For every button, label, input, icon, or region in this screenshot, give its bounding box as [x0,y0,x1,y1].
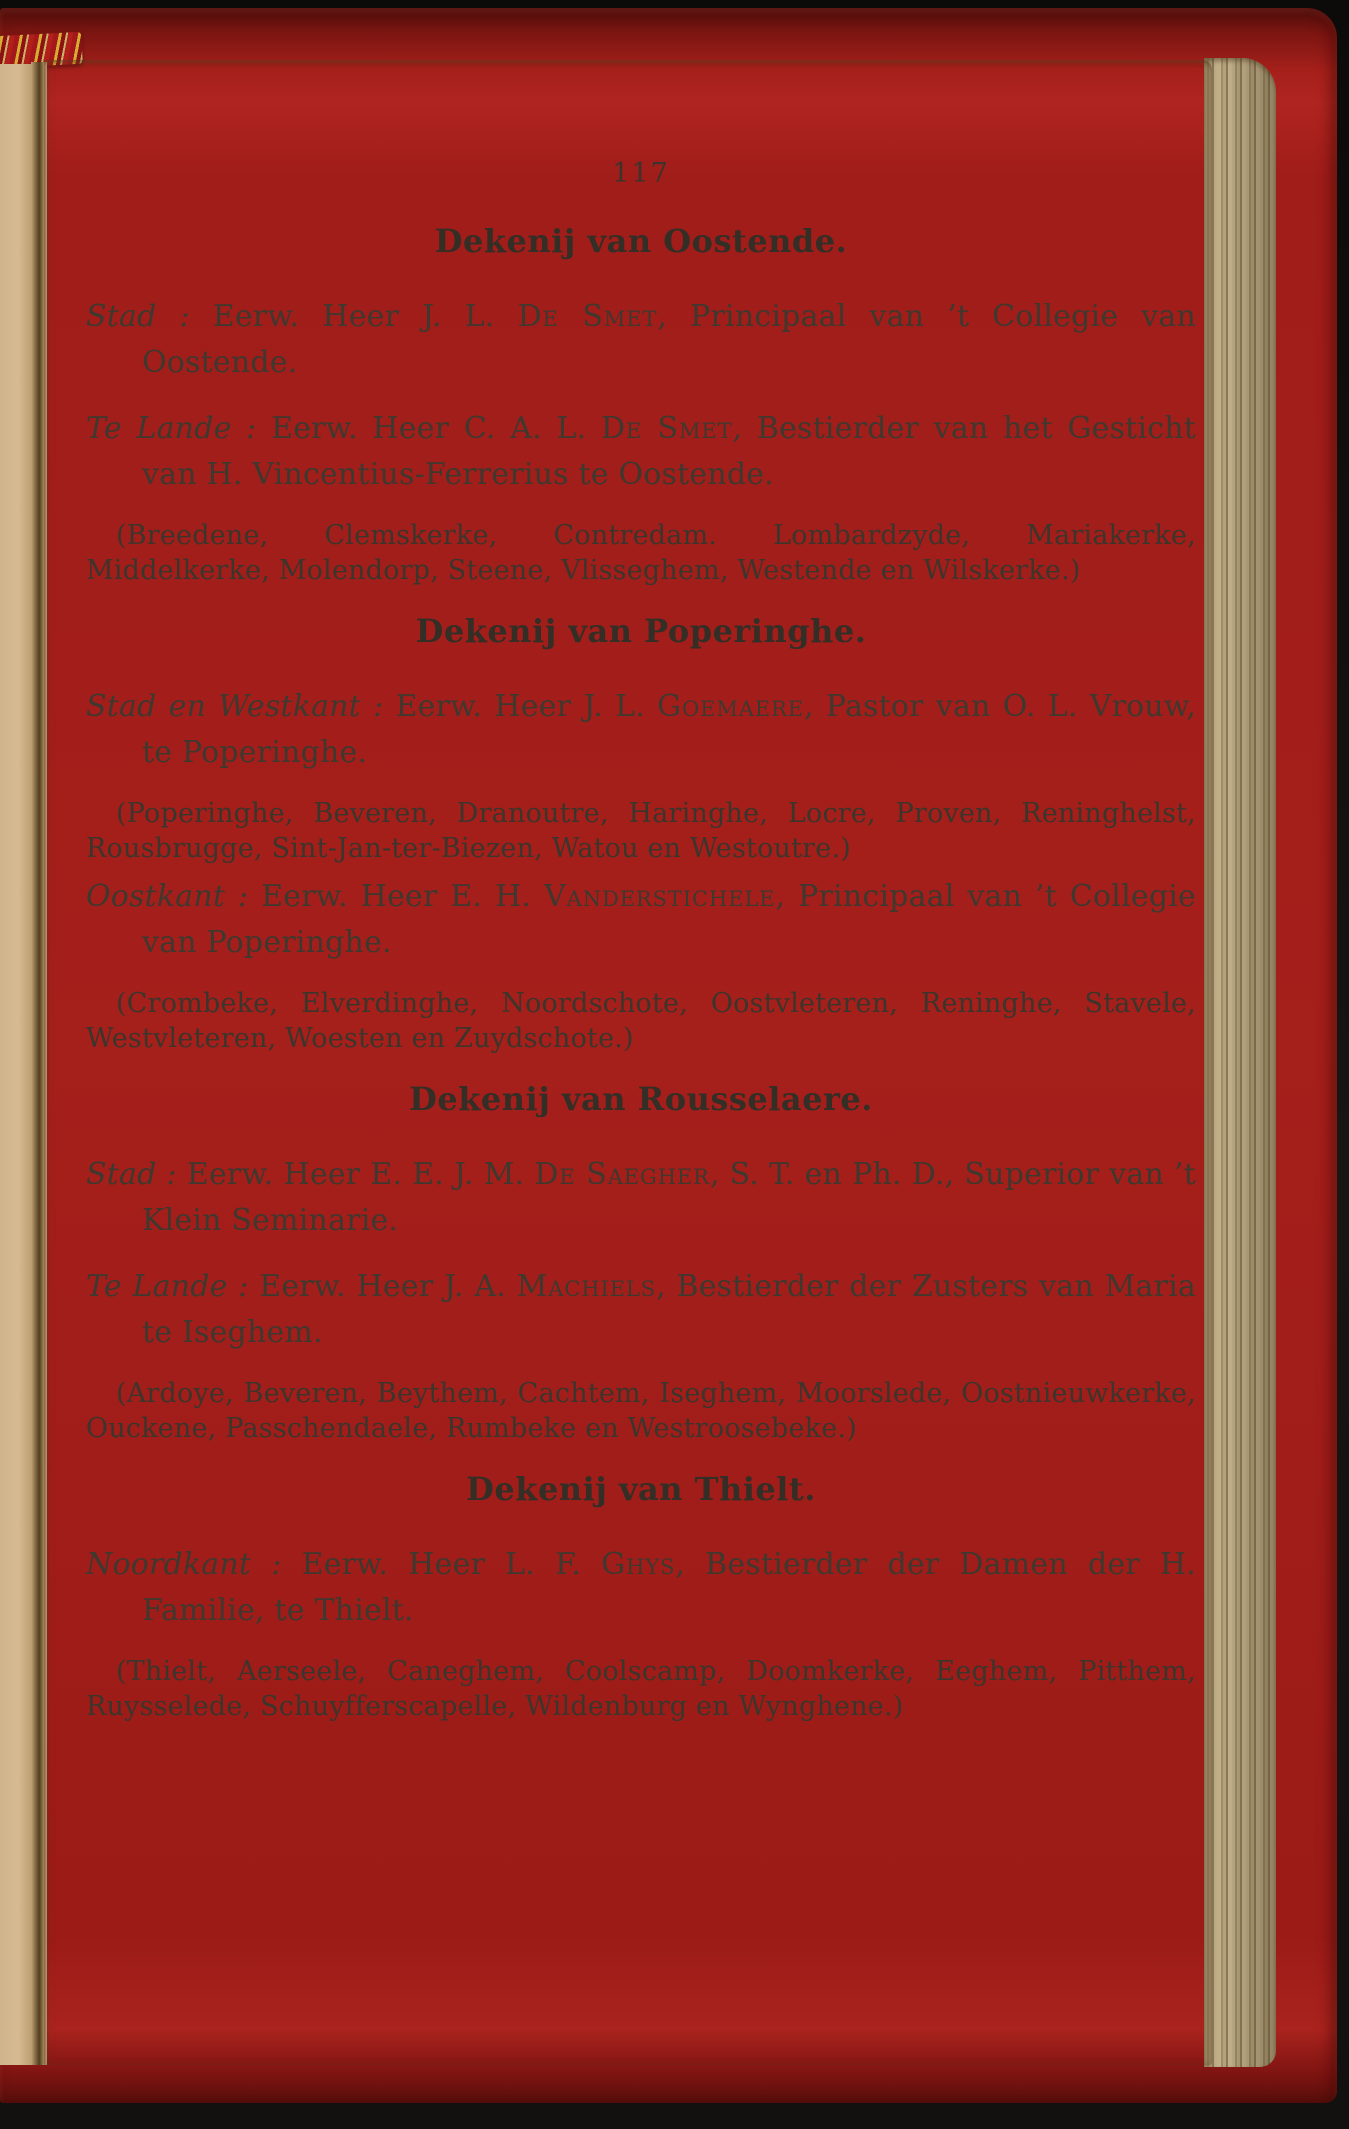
entry-name: De Smet [600,411,733,446]
entry-name: Goemaere [657,689,805,724]
entry-name: Machiels [516,1269,657,1304]
page-number: 117 [612,158,670,189]
entry-lead: Te Lande : [86,1269,260,1304]
parishes-paragraph: (Thielt, Aerseele, Caneghem, Coolscamp, Doomkerke, Eeghem, Pitthem, Ruysselede, Schuyfferscapelle, Wildenburg en Wynghene.) [86,1656,1196,1722]
deanery-section [86,220,1196,588]
entry-paragraph: Te Lande : Eerw. Heer J. A. Machiels, Bestierder der Zusters van Maria te Iseghem. [86,1269,1196,1350]
entry-lead: Stad en Westkant : [86,689,396,724]
entry-lead: Stad : [86,1157,187,1192]
section-heading: Dekenij van Poperinghe. [415,612,867,650]
book-page [44,60,1212,2065]
entry-paragraph: Noordkant : Eerw. Heer L. F. Ghys, Bestierder der Damen der H. Familie, te Thielt. [86,1547,1197,1628]
entry-lead: Te Lande : [86,411,272,446]
section-heading: Dekenij van Thielt. [466,1470,816,1508]
entry-name: De Smet [517,299,658,334]
entry-paragraph: Stad : Eerw. Heer E. E. J. M. De Saegher, S. T. en Ph. D., Superior van ’t Klein Seminarie. [86,1157,1196,1238]
entry-name: Ghys [601,1547,676,1582]
deanery-section [86,610,1196,1056]
entry-name: Vanderstichele [544,879,776,914]
entry-name: De Saegher [534,1157,710,1192]
parishes-paragraph: (Breedene, Clemskerke, Contredam. Lombardzyde, Mariakerke, Middelkerke, Molendorp, Steene, Vlisseghem, Westende en Wilskerke.) [86,520,1196,586]
entry-paragraph: Oostkant : Eerw. Heer E. H. Vanderstichele, Principaal van ’t Collegie van Poperinghe. [86,879,1196,960]
parishes-paragraph: (Crombeke, Elverdinghe, Noordschote, Oostvleteren, Reninghe, Stavele, Westvleteren, Woesten en Zuydschote.) [86,988,1196,1054]
section-heading: Dekenij van Rousselaere. [409,1080,873,1118]
entry-lead: Oostkant : [86,879,262,914]
deanery-section [86,1468,1196,1724]
page-content [44,60,1212,1732]
deanery-section [86,1078,1196,1446]
section-heading: Dekenij van Oostende. [434,222,848,260]
entry-paragraph: Stad : Eerw. Heer J. L. De Smet, Principaal van ’t Collegie van Oostende. [86,299,1197,380]
entry-lead: Stad : [86,299,213,334]
entry-paragraph: Stad en Westkant : Eerw. Heer J. L. Goemaere, Pastor van O. L. Vrouw, te Poperinghe. [86,689,1196,770]
page-stack-edge [1204,58,1276,2067]
left-page-sliver [0,64,33,2065]
parishes-paragraph: (Poperinghe, Beveren, Dranoutre, Haringhe, Locre, Proven, Reninghelst, Rousbrugge, Sint-Jan-ter-Biezen, Watou en Westoutre.) [86,798,1196,864]
sections [86,220,1196,1724]
entry-paragraph: Te Lande : Eerw. Heer C. A. L. De Smet, Bestierder van het Gesticht van H. Vincentius-Ferrerius te Oostende. [86,411,1196,492]
entry-lead: Noordkant : [86,1547,302,1582]
parishes-paragraph: (Ardoye, Beveren, Beythem, Cachtem, Iseghem, Moorslede, Oostnieuwkerke, Ouckene, Passchendaele, Rumbeke en Westroosebeke.) [86,1378,1196,1444]
